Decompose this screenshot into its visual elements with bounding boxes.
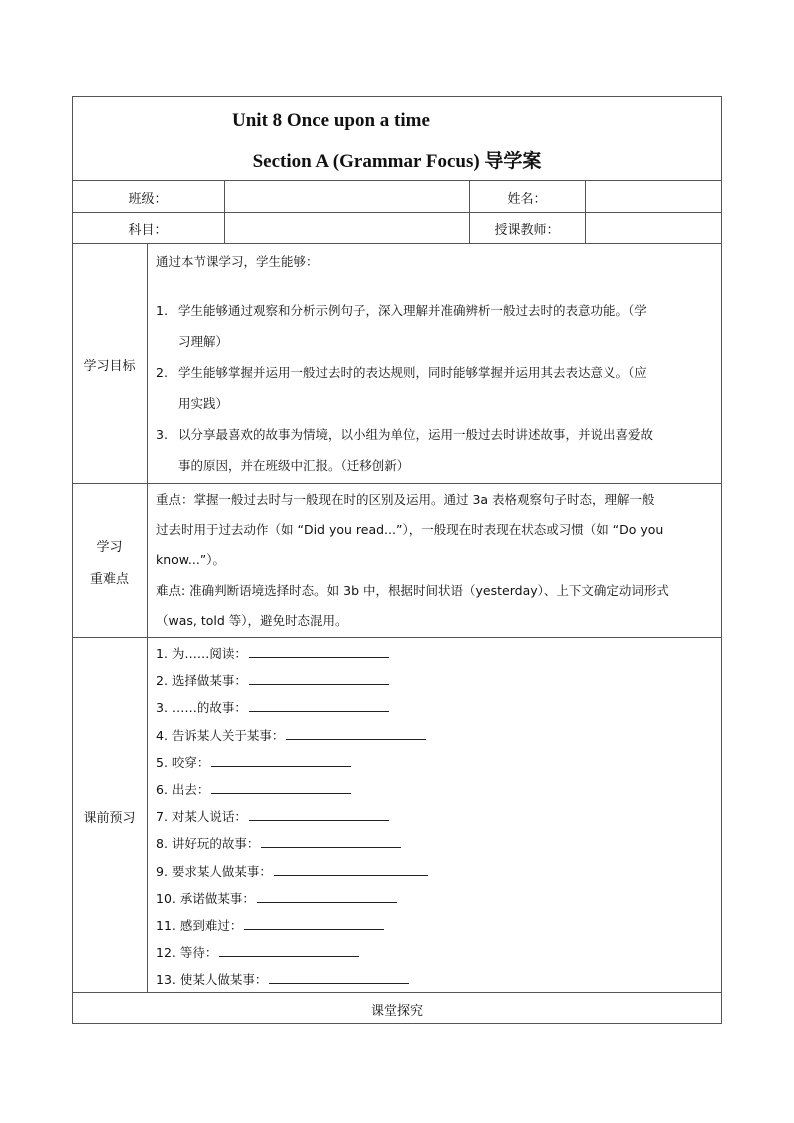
goal-number: 1. [156, 303, 168, 318]
goal-item [156, 295, 718, 357]
preview-item-label: 5. 咬穿： [156, 754, 210, 770]
answer-blank[interactable] [274, 863, 428, 876]
answer-blank[interactable] [261, 835, 401, 848]
preview-item-label: 9. 要求某人做某事： [156, 863, 272, 879]
teacher-field[interactable] [586, 213, 721, 242]
goal-text-line: 事的原因，并在班级中汇报。（迁移创新） [178, 458, 410, 473]
class-exploration-label: 课堂探究 [370, 1004, 423, 1019]
row-divider [72, 243, 722, 244]
answer-blank[interactable] [219, 944, 359, 957]
goal-item [156, 419, 718, 481]
answer-blank[interactable] [257, 890, 397, 903]
answer-blank[interactable] [269, 971, 409, 984]
preview-item [156, 776, 351, 803]
goal-text-line: 学生能够通过观察和分析示例句子，深入理解并准确辨析一般过去时的表意功能。（学 [178, 303, 647, 318]
col-divider [147, 243, 148, 992]
goals-label: 学习目标 [83, 359, 136, 374]
class-field[interactable] [225, 181, 469, 211]
keypoints-label-bottom: 重难点 [89, 572, 129, 587]
preview-item-label: 10. 承诺做某事： [156, 890, 255, 906]
goal-text-line: 以分享最喜欢的故事为情境，以小组为单位，运用一般过去时讲述故事，并说出喜爱故 [178, 427, 654, 442]
goal-text-line: 用实践） [178, 396, 229, 411]
preview-item [156, 803, 389, 830]
preview-label: 课前预习 [83, 811, 136, 826]
preview-item-label: 8. 讲好玩的故事： [156, 836, 260, 852]
preview-item-label: 7. 对某人说话： [156, 809, 247, 825]
preview-item-label: 6. 出去： [156, 782, 210, 797]
goal-item [156, 357, 718, 419]
section-title: Section A (Grammar Focus) 导学案 [252, 151, 542, 172]
preview-item-label: 2. 选择做某事： [156, 673, 247, 689]
preview-item [156, 667, 389, 694]
preview-item-label: 4. 告诉某人关于某事： [156, 727, 285, 743]
keypoints-label-top: 学习 [96, 540, 123, 555]
unit-title: Unit 8 Once upon a time [232, 110, 430, 131]
keypoint-line: 过去时用于过去动作（如 “Did you read...”），一般现在时表现在状态或习惯（如 “Do you [156, 522, 664, 537]
preview-item-label: 12. 等待： [156, 945, 218, 961]
goal-number: 2. [156, 365, 168, 380]
class-label: 班级： [128, 192, 168, 207]
difficulty-line: 难点: 准确判断语境选择时态。如 3b 中，根据时间状语（yesterday）、上下文确定动词形式 [156, 583, 669, 598]
keypoint-line: know...”）。 [156, 552, 226, 567]
name-label: 姓名： [507, 192, 547, 207]
table-border-right [721, 96, 722, 1024]
answer-blank[interactable] [244, 917, 384, 930]
row-divider [72, 637, 722, 638]
preview-item [156, 694, 389, 721]
goal-text-line: 习理解） [178, 334, 229, 349]
table-border-top [72, 96, 722, 97]
preview-item [156, 912, 384, 939]
answer-blank[interactable] [211, 754, 351, 767]
keypoint-line: 重点：掌握一般过去时与一般现在时的区别及运用。通过 3a 表格观察句子时态，理解一般 [156, 492, 655, 507]
name-field[interactable] [586, 181, 721, 211]
preview-item [156, 830, 401, 857]
worksheet-table [72, 96, 722, 1024]
answer-blank[interactable] [249, 672, 389, 685]
table-border-bottom [72, 1023, 722, 1024]
preview-item-label: 1. 为……阅读： [156, 646, 247, 661]
preview-item [156, 858, 428, 885]
goal-text-line: 学生能够掌握并运用一般过去时的表达规则，同时能够掌握并运用其去表达意义。（应 [178, 365, 647, 380]
answer-blank[interactable] [249, 645, 389, 658]
answer-blank[interactable] [286, 727, 426, 740]
preview-item [156, 939, 359, 966]
teacher-label: 授课教师： [494, 223, 560, 238]
answer-blank[interactable] [211, 781, 351, 794]
preview-item [156, 885, 397, 912]
preview-item [156, 640, 389, 667]
preview-item-label: 11. 感到难过： [156, 918, 243, 933]
preview-item [156, 749, 351, 776]
preview-item [156, 722, 426, 749]
difficulty-line: （was, told 等），避免时态混用。 [156, 613, 348, 628]
preview-item-label: 3. ……的故事： [156, 700, 247, 716]
answer-blank[interactable] [249, 699, 389, 712]
answer-blank[interactable] [249, 808, 389, 821]
preview-item [156, 966, 409, 993]
goal-number: 3. [156, 427, 168, 442]
goals-intro: 通过本节课学习，学生能够： [156, 254, 319, 269]
subject-label: 科目： [128, 223, 168, 238]
preview-item-label: 13. 使某人做某事： [156, 972, 268, 988]
subject-field[interactable] [225, 213, 469, 242]
